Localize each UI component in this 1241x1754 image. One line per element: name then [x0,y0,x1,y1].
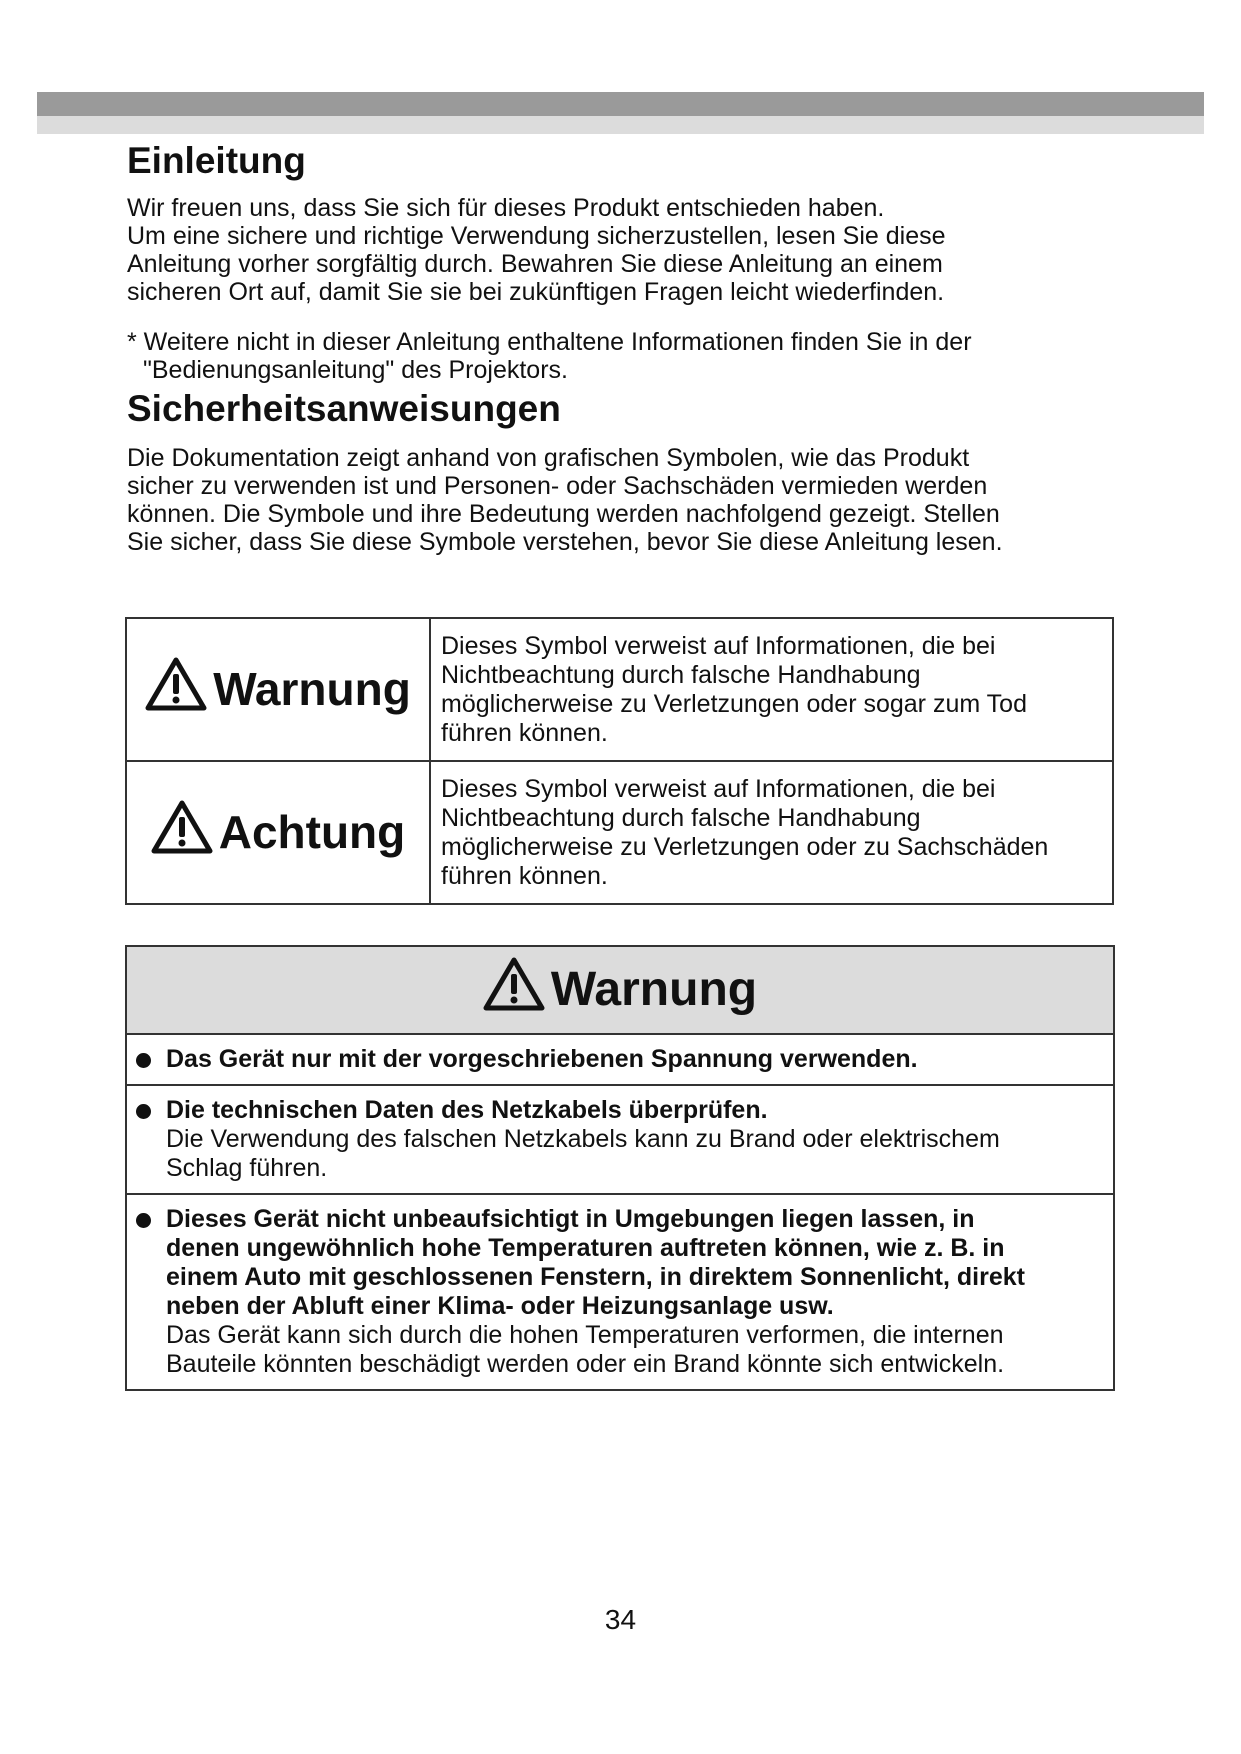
warning-item-heading: Dieses Gerät nicht unbeaufsichtigt in Umgebungen liegen lassen, in [166,1205,975,1233]
warning-item [127,1035,1113,1086]
introduction-line: Anleitung vorher sorgfältig durch. Bewahren Sie diese Anleitung an einem [127,250,943,278]
page-number: 34 [604,1604,637,1635]
bullet-icon [136,1053,151,1068]
introduction-line: Wir freuen uns, dass Sie sich für dieses Produkt entschieden haben. [127,194,885,222]
safety-text [127,444,1117,556]
caution-description-line: möglicherweise zu Verletzungen oder zu Sachschäden [441,832,1049,861]
warning-description-line: führen können. [441,718,608,747]
warning-description-line: Dieses Symbol verweist auf Informationen, die bei [441,631,996,660]
introduction-text [127,194,1117,306]
introduction-line: sicheren Ort auf, damit Sie sie bei zukünftigen Fragen leicht wiederfinden. [127,278,945,306]
caution-description-line: Nichtbeachtung durch falsche Handhabung [441,803,921,832]
header-bar-dark [37,92,1204,116]
page-content [127,136,1117,556]
legend-row-caution [126,761,1113,904]
warning-item-heading: einem Auto mit geschlossenen Fenstern, in direktem Sonnenlicht, direkt [166,1263,1025,1291]
warning-box [125,945,1115,1391]
warning-item-text: Schlag führen. [166,1154,328,1182]
warning-item-heading: denen ungewöhnlich hohe Temperaturen auftreten können, wie z. B. in [166,1234,1005,1262]
note-line: "Bedienungsanleitung" des Projektors. [143,356,568,384]
caution-description-line: führen können. [441,861,608,890]
caution-description [430,761,1113,904]
warning-item [127,1086,1113,1195]
caution-symbol-cell [126,761,430,904]
safety-line: Sie sicher, dass Sie diese Symbole verstehen, bevor Sie diese Anleitung lesen. [127,528,1003,556]
caution-description-line: Dieses Symbol verweist auf Informationen, die bei [441,774,996,803]
legend-row-warning [126,618,1113,761]
projector-manual-note [127,328,1117,384]
introduction-line: Um eine sichere und richtige Verwendung sicherzustellen, lesen Sie diese [127,222,946,250]
bullet-icon [136,1104,151,1119]
warning-item-heading: Das Gerät nur mit der vorgeschriebenen Spannung verwenden. [166,1045,918,1073]
safety-title: Sicherheitsanweisungen [127,388,561,429]
symbol-legend-table [125,617,1114,905]
warning-item-text: Das Gerät kann sich durch die hohen Temperaturen verformen, die internen [166,1321,1004,1349]
caution-triangle-icon [151,800,213,865]
warning-description-line: möglicherweise zu Verletzungen oder sogar zum Tod [441,689,1027,718]
note-line: * Weitere nicht in dieser Anleitung enthaltene Informationen finden Sie in der [127,328,972,356]
warning-box-header [127,947,1113,1035]
safety-line: Die Dokumentation zeigt anhand von grafischen Symbolen, wie das Produkt [127,444,970,472]
warning-triangle-icon [145,657,207,722]
warning-label: Warnung [213,663,411,715]
bullet-icon [136,1213,151,1228]
warning-item-text: Bauteile könnten beschädigt werden oder ein Brand könnte sich entwickeln. [166,1350,1005,1378]
safety-line: sicher zu verwenden ist und Personen- oder Sachschäden vermieden werden [127,472,988,500]
warning-triangle-icon [483,953,545,1039]
warning-item-heading: neben der Abluft einer Klima- oder Heizungsanlage usw. [166,1292,834,1320]
warning-item-heading: Die technischen Daten des Netzkabels überprüfen. [166,1096,768,1124]
warning-item [127,1195,1113,1389]
warning-symbol-cell [126,618,430,761]
header-bar-light [37,116,1204,134]
warning-description [430,618,1113,761]
introduction-title: Einleitung [127,140,306,181]
warning-box-title: Warnung [550,963,758,1016]
safety-line: können. Die Symbole und ihre Bedeutung werden nachfolgend gezeigt. Stellen [127,500,1000,528]
warning-description-line: Nichtbeachtung durch falsche Handhabung [441,660,921,689]
warning-item-text: Die Verwendung des falschen Netzkabels kann zu Brand oder elektrischem [166,1125,1000,1153]
caution-label: Achtung [218,806,406,858]
